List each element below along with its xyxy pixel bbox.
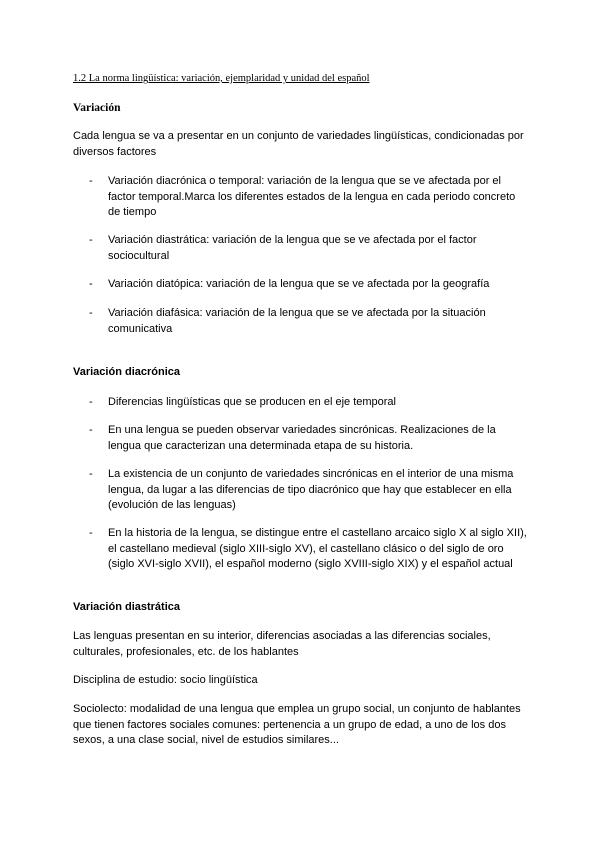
paragraph: Sociolecto: modalidad de una lengua que emplea un grupo social, un conjunto de hablantes que tienen factores sociales comunes: pertenencia a un grupo de edad, a uno de los dos sexos, a una clase social, nivel de estudios similares... [73,703,521,746]
document-title: 1.2 La norma lingüística: variación, ejemplaridad y unidad del español [73,73,370,84]
list-item-text: En la historia de la lengua, se distingue entre el castellano arcaico siglo X al siglo XII), el castellano medieval (siglo XIII-siglo XV), el castellano clásico o del siglo de oro (siglo XVI-siglo XVII), el español moderno (siglo XVIII-siglo XIX) y el español actual [108,527,527,570]
list-item [89,526,529,573]
heading-variacion: Variación [73,102,121,114]
intro-paragraph: Cada lengua se va a presentar en un conjunto de variedades lingüísticas, condicionadas por diversos factores [73,130,524,158]
bullet-dash: - [89,278,93,290]
heading-diacronica: Variación diacrónica [73,366,180,378]
bullet-dash: - [89,234,93,246]
list-item [89,467,529,514]
bullet-dash: - [89,307,93,319]
paragraph: Las lenguas presentan en su interior, diferencias asociadas a las diferencias sociales, culturales, profesionales, etc. de los hablantes [73,630,491,658]
list-item [89,277,529,293]
bullet-dash: - [89,396,93,408]
bullet-dash: - [89,175,93,187]
list-item-text: Variación diatópica: variación de la lengua que se ve afectada por la geografía [108,278,490,290]
heading-diastratica: Variación diastrática [73,601,180,613]
list-item-text: La existencia de un conjunto de variedades sincrónicas en el interior de una misma lengua, da lugar a las diferencias de tipo diacrónico que hay que establecer en ella (evolución de las lenguas) [108,468,514,511]
list-item [89,395,529,411]
list-item-text: Variación diafásica: variación de la lengua que se ve afectada por la situación comunicativa [108,307,486,335]
list-item [89,233,529,264]
list-item [89,174,529,221]
list-item [89,306,529,337]
paragraph: Disciplina de estudio: socio lingüística [73,674,258,686]
list-item-text: Variación diastrática: variación de la lengua que se ve afectada por el factor sociocultural [108,234,477,262]
list-item-text: Variación diacrónica o temporal: variación de la lengua que se ve afectada por el factor temporal.Marca los diferentes estados de la lengua en cada periodo concreto de tiempo [108,175,516,218]
bullet-dash: - [89,424,93,436]
list-item-text: En una lengua se pueden observar variedades sincrónicas. Realizaciones de la lengua que caracterizan una determinada etapa de su historia. [108,424,496,452]
list-item [89,423,529,454]
bullet-dash: - [89,468,93,480]
bullet-dash: - [89,527,93,539]
list-item-text: Diferencias lingüísticas que se producen en el eje temporal [108,396,396,408]
